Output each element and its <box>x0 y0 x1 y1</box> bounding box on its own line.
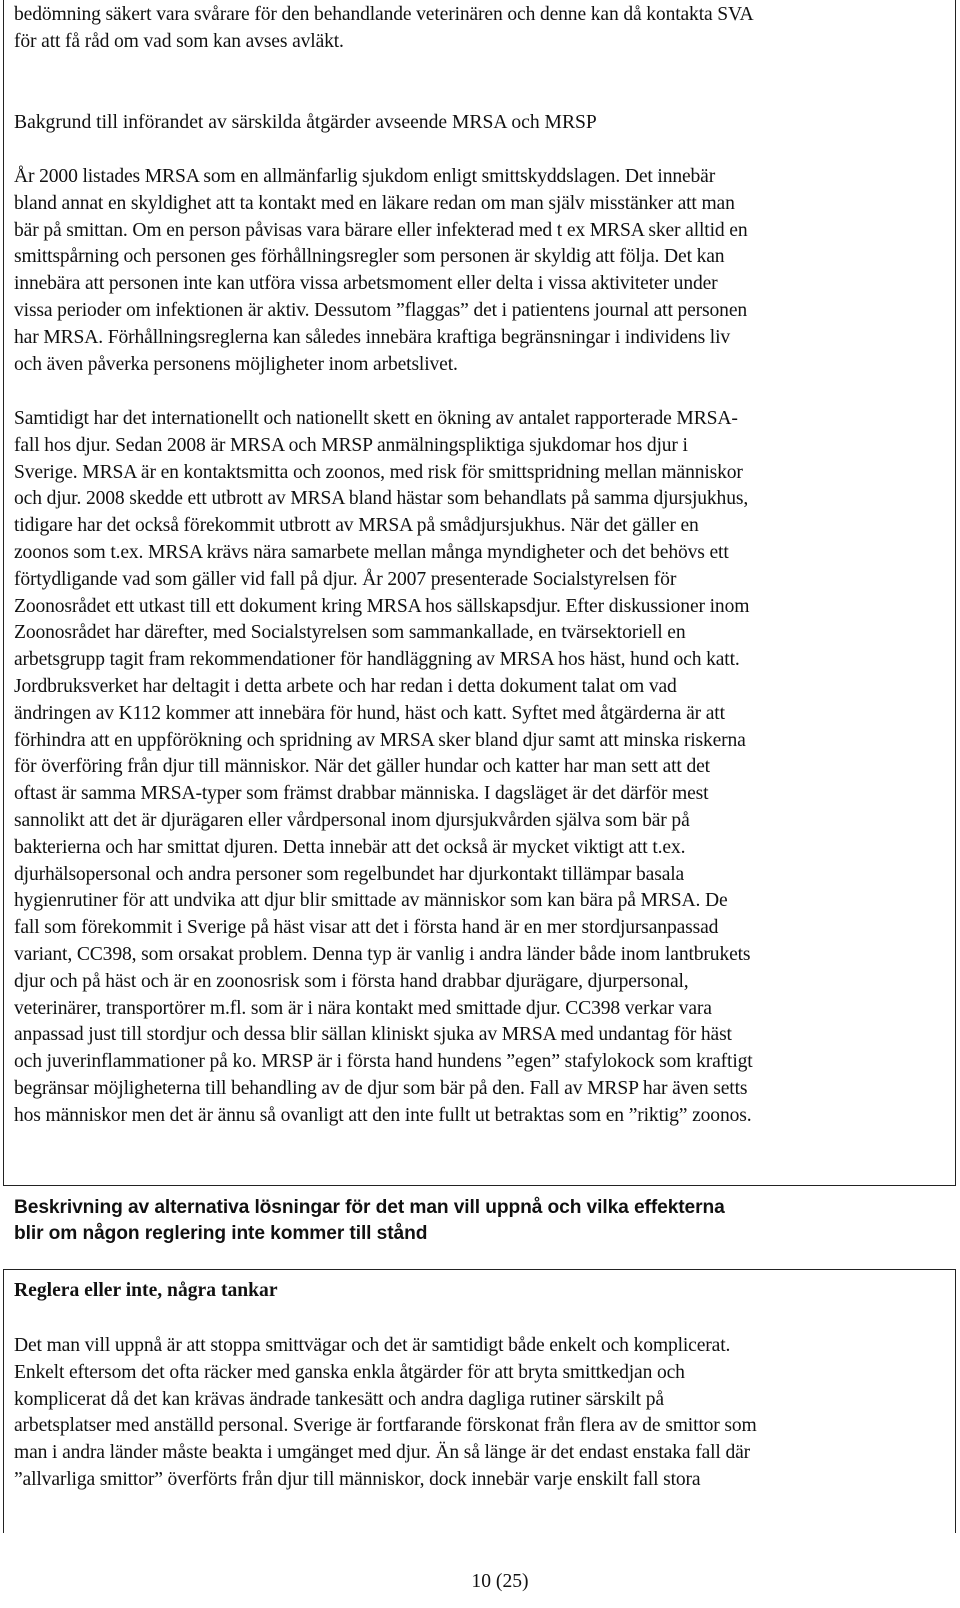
paragraph-reglera <box>14 1333 954 1494</box>
text-line: förtydligande vad som gäller vid fall på djur. År 2007 presenterade Socialstyrelsen för <box>14 568 677 590</box>
text-line: zoonos som t.ex. MRSA krävs nära samarbete mellan många myndigheter och det behövs ett <box>14 541 729 563</box>
text-line: smittspårning och personen ges förhållningsregler som personen är skyldig att följa. Det kan <box>14 246 725 268</box>
text-line: Zoonosrådet ett utkast till ett dokument kring MRSA hos sällskapsdjur. Efter diskussioner inom <box>14 595 750 617</box>
text-line: för att få råd om vad som kan avses avläkt. <box>14 30 344 52</box>
text-line: djurhälsopersonal och andra personer som regelbundet har djurkontakt tillämpar basala <box>14 863 685 885</box>
text-line: bedömning säkert vara svårare för den behandlande veterinären och denne kan då kontakta SVA <box>14 4 754 25</box>
text-line: komplicerat då det kan krävas ändrade tankesätt och andra dagliga rutiner särskilt på <box>14 1388 664 1410</box>
text-line: man i andra länder måste beakta i umgänget med djur. Än så länge är det endast enstaka fall där <box>14 1442 751 1464</box>
text-line: Jordbruksverket har deltagit i detta arbete och har redan i detta dokument talat om vad <box>14 675 677 697</box>
text-line: för överföring från djur till människor. När det gäller hundar och katter har man sett att det <box>14 756 710 778</box>
page-number: 10 (25) <box>471 1571 529 1592</box>
section-heading <box>14 1195 725 1247</box>
text-line: Zoonosrådet har därefter, med Socialstyrelsen som sammankallade, en tvärsektoriell en <box>14 622 686 644</box>
subheading: Reglera eller inte, några tankar <box>14 1280 278 1301</box>
text-line: Samtidigt har det internationellt och nationellt skett en ökning av antalet rapporterade MRSA- <box>14 408 738 429</box>
section-heading-line: Beskrivning av alternativa lösningar för det man vill uppnå och vilka effekterna <box>14 1197 725 1218</box>
text-line: ändringen av K112 kommer att innebära för hund, häst och katt. Syftet med åtgärderna är att <box>14 702 725 724</box>
text-line: ”allvarliga smittor” överförts från djur till människor, dock innebär varje enskilt fall stora <box>14 1468 701 1490</box>
text-line: bakterierna och har smittat djuren. Detta innebär att det också är mycket viktigt att t.ex. <box>14 836 686 858</box>
text-line: och djur. 2008 skedde ett utbrott av MRSA bland hästar som behandlats på samma djursjukhus, <box>14 488 749 510</box>
text-line: veterinärer, transportörer m.fl. som är i nära kontakt med smittade djur. CC398 verkar vara <box>14 997 712 1019</box>
text-line: vissa perioder om infektionen är aktiv. Dessutom ”flaggas” det i patientens journal att personen <box>14 299 748 321</box>
text-line: bär på smittan. Om en person påvisas vara bärare eller infekterad med t ex MRSA sker alltid en <box>14 219 748 241</box>
text-line: och juverinflammationer på ko. MRSP är i första hand hundens ”egen” stafylokock som kraftigt <box>14 1051 753 1073</box>
text-line: fall som förekommit i Sverige på häst visar att det i första hand är en mer stordjursanpassad <box>14 917 719 939</box>
text-line: arbetsgrupp tagit fram rekommendationer för handläggning av MRSA hos häst, hund och katt. <box>14 649 740 671</box>
intro-paragraph <box>14 2 954 56</box>
text-line: hos människor men det är ännu så ovanligt att den inte fullt ut betraktas som en ”riktig” zoonos. <box>14 1104 752 1126</box>
text-line: fall hos djur. Sedan 2008 är MRSA och MRSP anmälningspliktiga sjukdomar hos djur i <box>14 434 688 456</box>
text-line: och även påverka personens möjligheter inom arbetslivet. <box>14 353 458 375</box>
text-line: tidigare har det också förekommit utbrott av MRSA på smådjursjukhus. När det gäller en <box>14 515 699 537</box>
background-heading: Bakgrund till införandet av särskilda åtgärder avseende MRSA och MRSP <box>14 112 597 133</box>
text-line: har MRSA. Förhållningsreglerna kan således innebära kraftiga begränsningar i individens liv <box>14 326 731 348</box>
text-line: djur och på häst och är en zoonosrisk som i första hand drabbar djurägare, djurpersonal, <box>14 970 689 992</box>
section-heading-line: blir om någon reglering inte kommer till stånd <box>14 1223 428 1244</box>
text-line: hygienrutiner för att undvika att djur blir smittade av människor som kan bära på MRSA. De <box>14 890 728 912</box>
text-line: innebära att personen inte kan utföra vissa arbetsmoment eller delta i vissa aktiviteter under <box>14 273 718 295</box>
text-line: Enkelt eftersom det ofta räcker med ganska enkla åtgärder för att bryta smittkedjan och <box>14 1361 685 1383</box>
text-line: arbetsplatser med anställd personal. Sverige är fortfarande förskonat från flera av de smittor som <box>14 1415 757 1437</box>
paragraph-mrsa-animals <box>14 406 954 1130</box>
paragraph-smittskyddslagen <box>14 164 954 378</box>
text-line: bland annat en skyldighet att ta kontakt med en läkare redan om man själv misstänker att man <box>14 192 735 214</box>
text-line: Sverige. MRSA är en kontaktsmitta och zoonos, med risk för smittspridning mellan människor <box>14 461 743 483</box>
text-line: variant, CC398, som orsakat problem. Denna typ är vanlig i andra länder både inom lantbrukets <box>14 943 751 965</box>
text-line: anpassad just till stordjur och dessa blir sällan kliniskt sjuka av MRSA med undantag för häst <box>14 1024 732 1046</box>
text-line: sannolikt att det är djurägaren eller vårdpersonal inom djursjukvården själva som bär på <box>14 809 690 831</box>
text-line: Det man vill uppnå är att stoppa smittvägar och det är samtidigt både enkelt och komplicerat. <box>14 1335 731 1356</box>
text-line: År 2000 listades MRSA som en allmänfarlig sjukdom enligt smittskyddslagen. Det innebär <box>14 166 716 187</box>
text-line: oftast är samma MRSA-typer som främst drabbar människa. I dagsläget är det därför mest <box>14 783 709 805</box>
text-line: förhindra att en uppförökning och spridning av MRSA sker bland djur samt att minska riskerna <box>14 729 746 751</box>
text-line: begränsar möjligheterna till behandling av de djur som bär på den. Fall av MRSP har även setts <box>14 1077 748 1099</box>
